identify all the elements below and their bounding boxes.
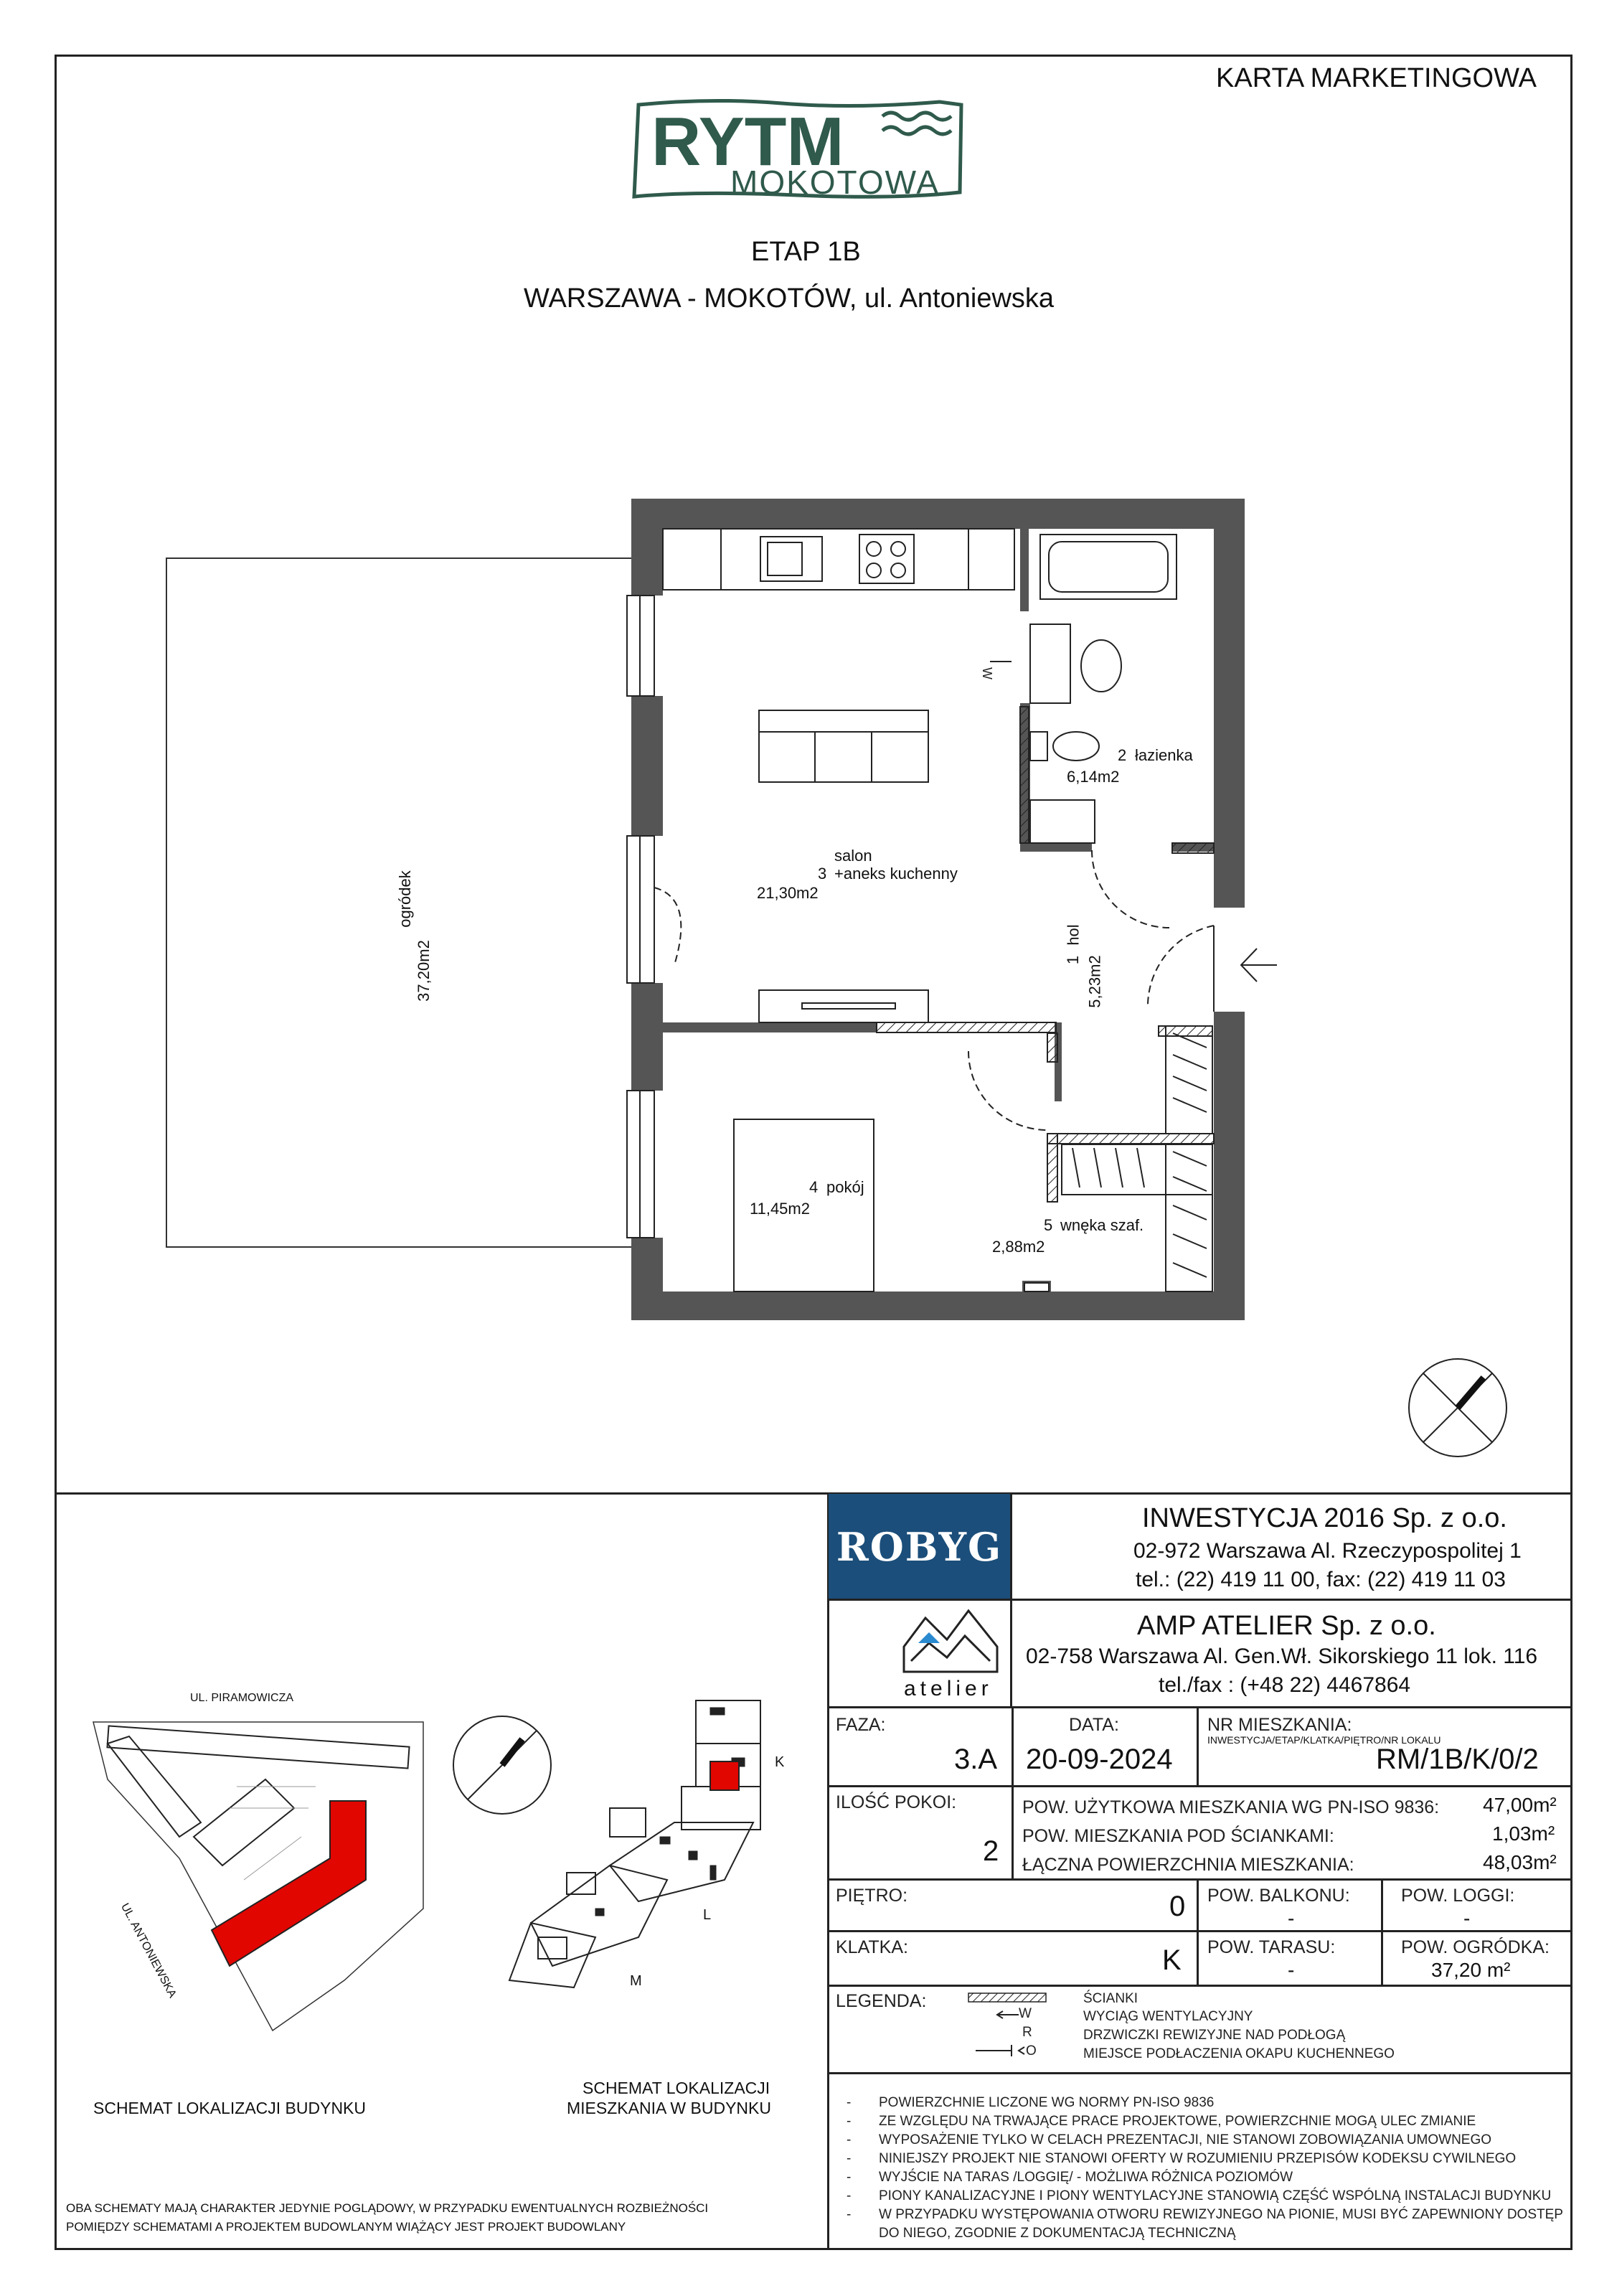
- nr-value: RM/1B/K/0/2: [1376, 1744, 1539, 1775]
- kitchen-counter: [663, 529, 1014, 590]
- architect-name: AMP ATELIER Sp. z o.o.: [1137, 1611, 1436, 1641]
- room-3-area: 21,30m2: [757, 884, 819, 902]
- nr-sublabel: INWESTYCJA/ETAP/KLATKA/PIĘTRO/NR LOKALU: [1207, 1734, 1441, 1746]
- pietro-label: PIĘTRO:: [836, 1886, 908, 1906]
- robyg-logo: [829, 1494, 1010, 1600]
- area-row-3-value: 48,03m²: [1483, 1851, 1557, 1873]
- pokoje-label: ILOŚĆ POKOI:: [836, 1792, 957, 1812]
- note-7: W PRZYPADKU WYSTĘPOWANIA OTWORU REWIZYJNEGO NA PIONIE, MUSI BYĆ ZAPEWNIONY DOSTĘP: [879, 2207, 1563, 2222]
- compass-icon: [1406, 1356, 1509, 1459]
- room-4-number: 4: [809, 1178, 819, 1196]
- note-5: WYJŚCIE NA TARAS /LOGGIĘ/ - MOŻLIWA RÓŻNICA POZIOMÓW: [879, 2170, 1293, 2185]
- ogrodek-label: POW. OGRÓDKA:: [1401, 1937, 1550, 1957]
- architect-phone: tel./fax : (+48 22) 4467864: [1159, 1673, 1411, 1697]
- room-4-area: 11,45m2: [750, 1200, 810, 1218]
- balkon-value: -: [1288, 1907, 1295, 1929]
- nr-label: NR MIESZKANIA:: [1207, 1715, 1352, 1735]
- room-5-area: 2,88m2: [992, 1238, 1045, 1256]
- area-row-3-label: ŁĄCZNA POWIERZCHNIA MIESZKANIA:: [1022, 1855, 1354, 1875]
- data-value: 20-09-2024: [1026, 1744, 1173, 1775]
- legend-item-2: WYCIĄG WENTYLACYJNY: [1083, 2009, 1253, 2024]
- room-2-name: łazienka: [1135, 746, 1193, 764]
- tv-cabinet: [759, 990, 928, 1022]
- caption-flat-schema-1: SCHEMAT LOKALIZACJI: [583, 2079, 770, 2097]
- area-row-2-label: POW. MIESZKANIA POD ŚCIANKAMI:: [1022, 1826, 1334, 1846]
- area-row-1-label: POW. UŻYTKOWA MIESZKANIA WG PN-ISO 9836:: [1022, 1797, 1440, 1817]
- floor-plan: [143, 474, 1306, 1492]
- legend-item-3: DRZWICZKI REWIZYJNE NAD PODŁOGĄ: [1083, 2028, 1346, 2043]
- legend-symbol-o: O: [1026, 2043, 1037, 2059]
- inner-walls: [661, 529, 1214, 1295]
- note-4: NINIEJSZY PROJEKT NIE STANOWI OFERTY W ROZUMIENIU PRZEPISÓW KODEKSU CYWILNEGO: [879, 2151, 1517, 2166]
- legend-item-1: ŚCIANKI: [1083, 1991, 1138, 2006]
- dining-table: [759, 710, 928, 782]
- location-title: WARSZAWA - MOKOTÓW, ul. Antoniewska: [524, 283, 1055, 314]
- pietro-value: 0: [1169, 1891, 1186, 1922]
- marker-l: L: [703, 1907, 712, 1923]
- partition-walls: [877, 707, 1214, 1202]
- atelier-brand: atelier: [904, 1677, 993, 1700]
- room-3-name2: +aneks kuchenny: [834, 865, 958, 883]
- garden-label: ogródek: [395, 870, 414, 928]
- room-2-number: 2: [1118, 746, 1127, 764]
- room-1-number: 1: [1064, 955, 1083, 965]
- room-4-name: pokój: [826, 1178, 864, 1196]
- taras-label: POW. TARASU:: [1207, 1937, 1336, 1957]
- legend-item-4: MIEJSCE PODŁACZENIA OKAPU KUCHENNEGO: [1083, 2046, 1395, 2061]
- windows: [627, 596, 681, 1238]
- street-antoniewska: UL. ANTONIEWSKA: [118, 1901, 179, 2000]
- loggia-value: -: [1463, 1907, 1471, 1929]
- faza-value: 3.A: [954, 1744, 998, 1775]
- note-6: PIONY KANALIZACYJNE I PIONY WENTYLACYJNE STANOWIĄ CZĘŚĆ WSPÓLNĄ INSTALACJI BUDYNKU: [879, 2188, 1552, 2203]
- room-2-area: 6,14m2: [1067, 768, 1120, 786]
- stage-title: ETAP 1B: [751, 237, 861, 267]
- caption-flat-schema-2: MIESZKANIA W BUDYNKU: [567, 2099, 771, 2117]
- caption-building-schema: SCHEMAT LOKALIZACJI BUDYNKU: [93, 2099, 367, 2117]
- room-5-number: 5: [1044, 1216, 1053, 1234]
- logo-subtitle: MOKOTOWA: [730, 164, 940, 201]
- architect-address: 02-758 Warszawa Al. Gen.Wł. Sikorskiego 11 lok. 116: [1026, 1645, 1538, 1668]
- wardrobe: [1062, 1026, 1212, 1292]
- legend-title: LEGENDA:: [836, 1991, 927, 2011]
- klatka-value: K: [1162, 1944, 1182, 1976]
- bathroom-fixtures: [1030, 535, 1177, 843]
- area-row-1-value: 47,00m²: [1483, 1794, 1557, 1816]
- building-location-schema: [86, 1693, 438, 2052]
- rytm-logo: [624, 92, 968, 207]
- note-8: DO NIEGO, ZGODNIE Z DOKUMENTACJĄ TECHNICZNĄ: [879, 2226, 1236, 2241]
- klatka-label: KLATKA:: [836, 1937, 908, 1957]
- note-3: WYPOSAŻENIE TYLKO W CELACH PREZENTACJI, NIE STANOWI ZOBOWIĄZANIA UMOWNEGO: [879, 2132, 1492, 2147]
- garden-area-label: 37,20m2: [414, 940, 433, 1002]
- legend-symbol-r: R: [1022, 2025, 1032, 2040]
- flat-location-schema: [495, 1693, 796, 2052]
- room-1-area: 5,23m2: [1085, 955, 1104, 1008]
- entrance-arrow-icon: [1241, 949, 1277, 982]
- investor-phone: tel.: (22) 419 11 00, fax: (22) 419 11 03: [1136, 1568, 1506, 1591]
- note-2: ZE WZGLĘDU NA TRWAJĄCE PRACE PROJEKTOWE, POWIERZCHNIE MOGĄ ULEC ZMIANIE: [879, 2114, 1476, 2129]
- outer-walls: [631, 499, 1245, 1320]
- taras-value: -: [1288, 1959, 1295, 1981]
- marker-k: K: [775, 1754, 785, 1770]
- schema-disclaimer-1: OBA SCHEMATY MAJĄ CHARAKTER JEDYNIE POGLĄDOWY, W PRZYPADKU EWENTUALNYCH ROZBIEŻNOŚCI: [66, 2201, 709, 2215]
- balkon-label: POW. BALKONU:: [1207, 1886, 1350, 1906]
- room-5-name: wnęka szaf.: [1060, 1216, 1144, 1234]
- note-1: POWIERZCHNIE LICZONE WG NORMY PN-ISO 9836: [879, 2095, 1215, 2110]
- investor-address: 02-972 Warszawa Al. Rzeczypospolitej 1: [1133, 1539, 1522, 1563]
- street-piramowicza: UL. PIRAMOWICZA: [190, 1692, 294, 1704]
- schema-disclaimer-2: POMIĘDZY SCHEMATAMI A PROJEKTEM BUDOWLANYM WIĄŻĄCY JEST PROJEKT BUDOWLANY: [66, 2220, 626, 2234]
- ogrodek-value: 37,20 m²: [1431, 1959, 1511, 1981]
- atelier-logo: [897, 1604, 1004, 1704]
- investor-name: INWESTYCJA 2016 Sp. z o.o.: [1142, 1503, 1507, 1533]
- robyg-brand: ROBYG: [836, 1524, 1003, 1570]
- area-row-2-value: 1,03m²: [1492, 1822, 1555, 1845]
- room-3-number: 3: [818, 865, 827, 883]
- faza-label: FAZA:: [836, 1715, 886, 1735]
- data-label: DATA:: [1069, 1715, 1119, 1735]
- marker-m: M: [630, 1973, 642, 1989]
- logo-title: RYTM: [651, 103, 844, 180]
- document-type: KARTA MARKETINGOWA: [1216, 63, 1537, 93]
- pokoje-value: 2: [983, 1835, 999, 1867]
- svg-text:W: W: [980, 667, 994, 679]
- room-3-name: salon: [834, 847, 872, 865]
- loggia-label: POW. LOGGI:: [1401, 1886, 1515, 1906]
- room-1-name: hol: [1064, 924, 1083, 946]
- legend-symbol-w: W: [1019, 2006, 1032, 2021]
